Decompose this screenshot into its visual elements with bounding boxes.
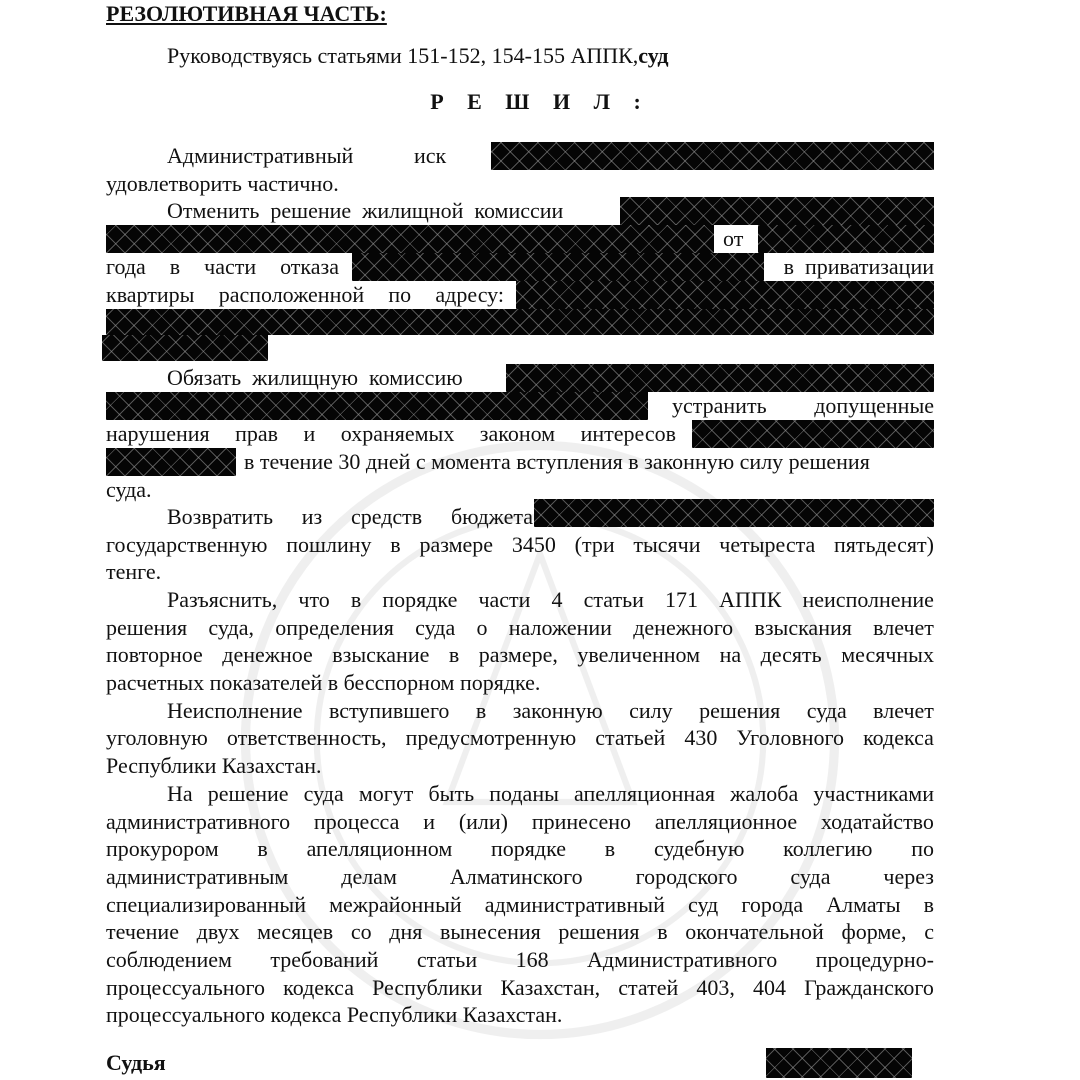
p2-line4-words: [106, 281, 504, 309]
word: жалоба: [730, 781, 799, 806]
word: интересов: [580, 421, 676, 446]
p1-line2: удовлетворить частично.: [106, 171, 339, 196]
redaction: [106, 309, 934, 335]
signature-redaction: [766, 1048, 912, 1078]
p3-line4: [106, 448, 934, 476]
word: бюджета: [450, 504, 533, 529]
intro-line: [106, 42, 934, 70]
word: охраняемых: [340, 421, 455, 446]
redaction: [106, 392, 648, 420]
word: квартиры: [106, 282, 195, 307]
word: специализированный: [106, 892, 306, 917]
word: порядке: [382, 587, 458, 612]
word: Казахстан,: [500, 975, 601, 1000]
word: устранить: [672, 393, 767, 418]
word: требований: [270, 947, 379, 972]
word: денежного: [633, 615, 734, 640]
redaction: [620, 197, 934, 225]
word: статьей: [595, 725, 666, 750]
word: процедурно-: [815, 947, 934, 972]
word: тысячи: [633, 532, 701, 557]
p3-line1: [106, 364, 934, 392]
p2-line2: [106, 225, 934, 253]
word: Республики: [372, 975, 483, 1000]
word: части: [204, 254, 257, 279]
redaction: [102, 335, 268, 361]
word: влечет: [873, 698, 934, 723]
decided-heading: Р Е Ш И Л :: [430, 89, 650, 114]
word: суда: [303, 781, 344, 806]
p7-line7: [106, 946, 934, 974]
word: в: [390, 532, 401, 557]
p7-line3: [106, 835, 934, 863]
word: силу: [629, 698, 673, 723]
word: апелляционном: [306, 836, 453, 861]
p3-line2: [106, 392, 934, 420]
p1-word: Административный: [167, 143, 354, 168]
word: поданы: [489, 781, 559, 806]
word: порядке: [491, 836, 567, 861]
word: года: [106, 254, 146, 279]
word: расположенной: [218, 282, 365, 307]
word: и: [303, 421, 316, 446]
word: окончательной: [685, 919, 824, 944]
word: пошлину: [286, 532, 372, 557]
word: быть: [428, 781, 475, 806]
p1-word: иск: [414, 143, 447, 168]
p6-line1: [106, 697, 934, 725]
word: кодекса: [283, 975, 354, 1000]
word: в: [350, 587, 362, 612]
word: нарушения: [106, 421, 210, 446]
p5-last: расчетных показателей в бесспорном порядке.: [106, 670, 541, 695]
word: суда,: [208, 615, 254, 640]
word: дня: [389, 919, 423, 944]
word: 403,: [696, 975, 735, 1000]
word: в: [923, 892, 934, 917]
p5-line2: [106, 614, 934, 642]
p3-line3: [106, 420, 934, 448]
word: АППК: [719, 587, 782, 612]
word: из: [301, 504, 323, 529]
word: городского: [635, 864, 738, 889]
word: 4: [551, 587, 563, 612]
word: судебную: [653, 836, 745, 861]
word: апелляционная: [573, 781, 716, 806]
p2-privatization: в приватизации: [783, 254, 934, 279]
word: допущенные: [814, 393, 934, 418]
word: влечет: [873, 615, 934, 640]
word: пятьдесят): [834, 532, 934, 557]
word: размере: [419, 532, 494, 557]
word: государственную: [106, 532, 268, 557]
word: через: [883, 864, 934, 889]
p7-line6: [106, 918, 934, 946]
word: суда: [415, 615, 456, 640]
p2-ot: от: [723, 226, 744, 251]
word: со: [350, 919, 372, 944]
word: суд: [687, 892, 719, 917]
word: десять: [760, 642, 822, 667]
word: форме,: [841, 919, 907, 944]
word: в: [257, 836, 268, 861]
word: могут: [358, 781, 414, 806]
p2-line3-words: [106, 253, 339, 281]
word: Алматинского: [449, 864, 583, 889]
word: в: [475, 698, 487, 723]
redaction: [692, 420, 934, 448]
word: четыреста: [719, 532, 816, 557]
word: (три: [574, 532, 615, 557]
word: прав: [235, 421, 279, 446]
p5-line1: [106, 586, 934, 614]
word: взыскание: [332, 642, 430, 667]
p7-line5: [106, 891, 934, 919]
redaction: [506, 364, 934, 392]
word: и: [423, 809, 435, 834]
word: наложении: [508, 615, 612, 640]
word: административным: [106, 864, 289, 889]
p3-line3-words: [106, 420, 676, 448]
word: Гражданского: [804, 975, 934, 1000]
word: Неисполнение: [167, 698, 303, 723]
word: решения: [106, 615, 188, 640]
word: части: [478, 587, 531, 612]
word: с: [924, 919, 934, 944]
p5-line3: [106, 641, 934, 669]
redaction: [516, 281, 934, 309]
p7-line4: [106, 863, 934, 891]
p7-last: процессуального кодекса Республики Казахстан.: [106, 1002, 563, 1027]
word: 171: [664, 587, 698, 612]
word: решения: [558, 919, 640, 944]
word: отказа: [280, 254, 339, 279]
word: течение: [106, 919, 179, 944]
p7-line2: [106, 808, 934, 836]
redaction: [352, 253, 764, 281]
word: о: [476, 615, 488, 640]
word: суда: [790, 864, 831, 889]
word: по: [911, 836, 934, 861]
word: кодекса: [863, 725, 934, 750]
word: адресу:: [435, 282, 504, 307]
word: повторное: [106, 642, 203, 667]
word: 404: [752, 975, 786, 1000]
word: соблюдением: [106, 947, 232, 972]
word: принесено: [531, 809, 632, 834]
p6-last: Республики Казахстан.: [106, 753, 322, 778]
redaction: [106, 225, 714, 253]
word: коллегию: [783, 836, 873, 861]
word: решения: [699, 698, 781, 723]
word: неисполнение: [802, 587, 934, 612]
word: в: [657, 919, 668, 944]
word: статьи: [583, 587, 644, 612]
word: вступившего: [328, 698, 450, 723]
word: месяцев: [257, 919, 334, 944]
word: Административного: [587, 947, 778, 972]
word: На: [167, 781, 193, 806]
word: по: [388, 282, 412, 307]
intro-bold: суд: [638, 43, 669, 68]
word: Уголовного: [736, 725, 844, 750]
p3-line5: суда.: [106, 477, 152, 502]
word: в: [448, 642, 460, 667]
word: процесса: [313, 809, 400, 834]
word: административный: [484, 892, 665, 917]
p3-text: в течение 30 дней с момента вступления в законную силу решения: [244, 449, 870, 474]
word: вынесения: [440, 919, 541, 944]
word: на: [719, 642, 742, 667]
redaction: [106, 448, 236, 476]
word: 3450: [511, 532, 556, 557]
word: средств: [350, 504, 423, 529]
redaction: [758, 225, 934, 253]
word: уголовную: [106, 725, 208, 750]
word: 168: [515, 947, 549, 972]
word: предусмотренную: [405, 725, 577, 750]
word: статей: [618, 975, 679, 1000]
p3-text: Обязать жилищную комиссию: [167, 365, 463, 390]
p3-line2-words: [672, 392, 934, 420]
word: размере,: [478, 642, 558, 667]
word: решение: [207, 781, 289, 806]
word: (или): [458, 809, 508, 834]
word: в: [604, 836, 616, 861]
word: увеличенном: [577, 642, 701, 667]
p4-line2: [106, 531, 934, 559]
word: делам: [341, 864, 397, 889]
p4-line1-words: [167, 503, 533, 531]
word: 430: [684, 725, 718, 750]
word: статьи: [416, 947, 478, 972]
word: суда: [806, 698, 847, 723]
signature-label: Судья: [106, 1050, 166, 1075]
p7-line8: [106, 974, 934, 1002]
word: законом: [479, 421, 556, 446]
word: Алматы: [826, 892, 901, 917]
word: межрайонный: [329, 892, 462, 917]
heading: РЕЗОЛЮТИВНАЯ ЧАСТЬ:: [106, 1, 387, 26]
word: участниками: [813, 781, 934, 806]
word: ходатайство: [820, 809, 934, 834]
word: процессуального: [106, 975, 266, 1000]
p2-text: Отменить решение жилищной комиссии: [167, 198, 564, 223]
p7-line1: [106, 780, 934, 808]
word: ответственность,: [226, 725, 387, 750]
word: что: [298, 587, 330, 612]
p1-line1: [106, 142, 934, 170]
word: денежное: [222, 642, 313, 667]
word: в: [169, 254, 181, 279]
word: определения: [275, 615, 394, 640]
p4-line1: [106, 503, 934, 531]
p6-line2: [106, 724, 934, 752]
word: месячных: [841, 642, 934, 667]
word: Разъяснить,: [167, 587, 278, 612]
word: административного: [106, 809, 291, 834]
word: законную: [512, 698, 603, 723]
word: взыскания: [754, 615, 852, 640]
word: апелляционное: [654, 809, 798, 834]
p2-line1: [106, 197, 934, 225]
p4-line3: тенге.: [106, 559, 162, 584]
word: прокурором: [106, 836, 219, 861]
redaction: [534, 499, 934, 527]
p2-line4: [106, 281, 934, 309]
word: Возвратить: [167, 504, 273, 529]
p2-line3: [106, 253, 934, 281]
redaction: [491, 142, 934, 170]
word: города: [741, 892, 804, 917]
word: двух: [196, 919, 240, 944]
intro-text: Руководствуясь статьями 151-152, 154-155 АППК,: [167, 43, 639, 68]
